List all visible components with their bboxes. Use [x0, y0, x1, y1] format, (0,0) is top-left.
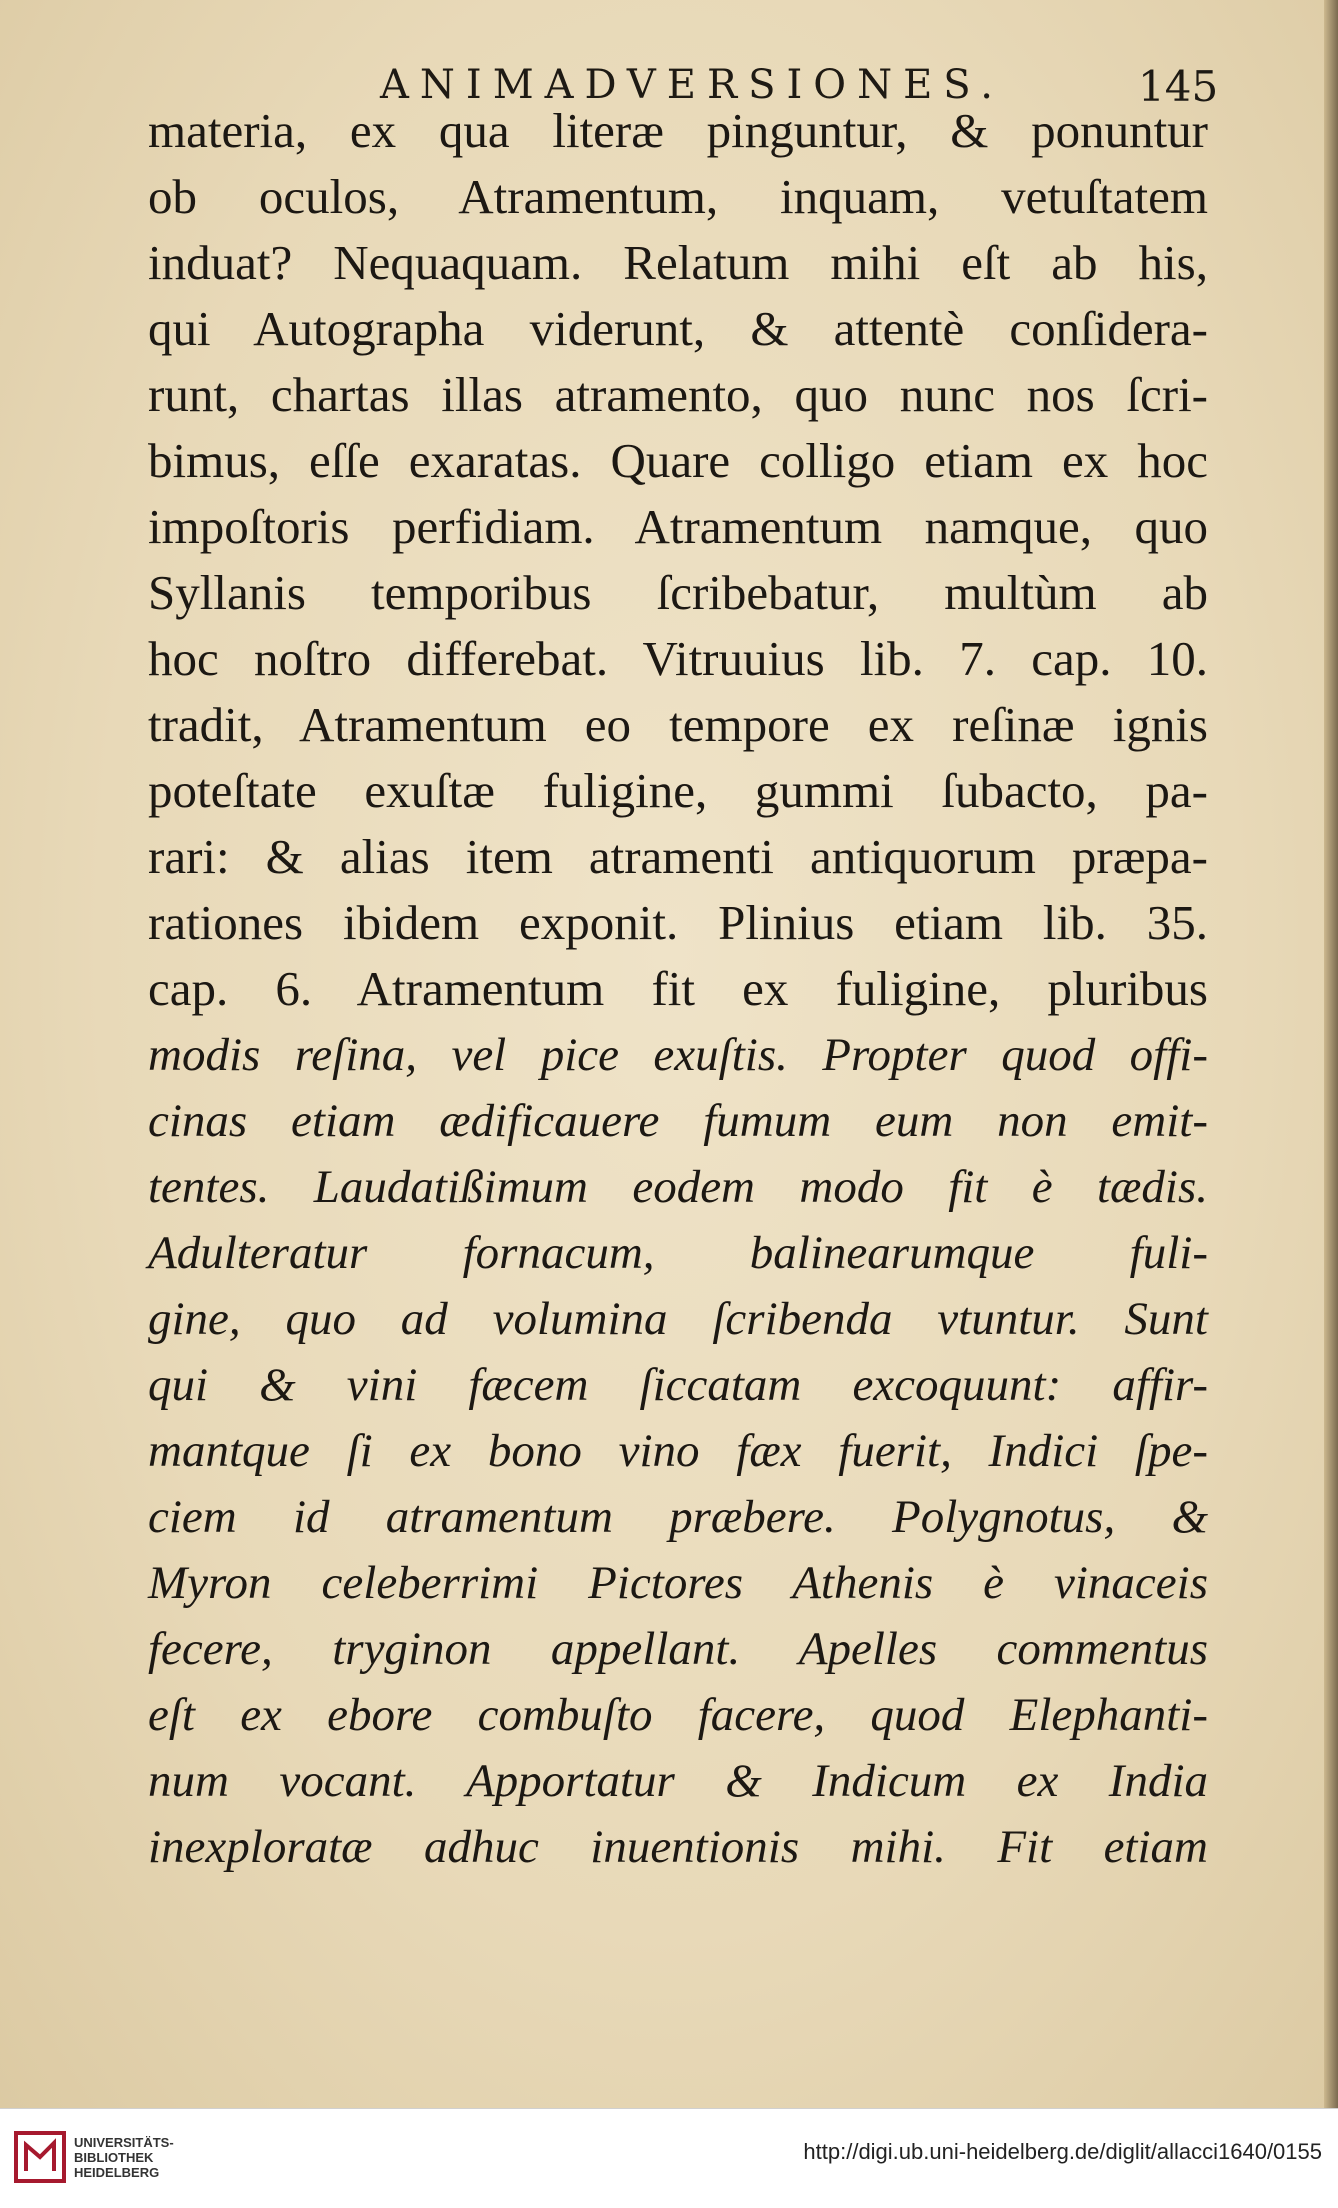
text-line-italic: qui & vini fæcem ſiccatam excoquunt: affir-	[148, 1359, 1208, 1411]
text-line: runt, chartas illas atramento, quo nunc nos ſcri-	[148, 367, 1208, 422]
text-line: ob oculos, Atramentum, inquam, vetuſtatem	[148, 169, 1208, 224]
text-line-italic: ciem id atramentum præbere. Polygnotus, &	[148, 1491, 1208, 1543]
text-line: impoſtoris perfidiam. Atramentum namque, quo	[148, 499, 1208, 554]
text-line: cap. 6. Atramentum fit ex fuligine, pluribus	[148, 961, 1208, 1016]
text-line-italic: Adulteratur fornacum, balinearumque fuli-	[148, 1227, 1208, 1279]
text-line-italic: modis reſina, vel pice exuſtis. Propter quod offi-	[148, 1029, 1208, 1081]
page-number: 145	[1138, 62, 1219, 111]
text-line-italic: eſt ex ebore combuſto facere, quod Elephanti-	[148, 1689, 1208, 1741]
text-line: materia, ex qua literæ pinguntur, & ponuntur	[148, 103, 1208, 158]
text-line: poteſtate exuſtæ fuligine, gummi ſubacto, pa-	[148, 763, 1208, 818]
text-line: tradit, Atramentum eo tempore ex reſinæ ignis	[148, 697, 1208, 752]
text-line: qui Autographa viderunt, & attentè conſidera-	[148, 301, 1208, 356]
text-line-italic: cinas etiam ædificauere fumum eum non emit-	[148, 1095, 1208, 1147]
permalink-url[interactable]: http://digi.ub.uni-heidelberg.de/diglit/allacci1640/0155	[803, 2139, 1322, 2164]
text-line: rationes ibidem exponit. Plinius etiam lib. 35.	[148, 895, 1208, 950]
viewer-footer	[0, 2108, 1338, 2208]
running-header: ANIMADVERSIONES.	[380, 62, 1004, 108]
text-line-italic: inexploratæ adhuc inuentionis mihi. Fit etiam	[148, 1821, 1208, 1873]
university-library-logo-icon[interactable]	[14, 2131, 66, 2183]
text-line-italic: Myron celeberrimi Pictores Athenis è vinaceis	[148, 1557, 1208, 1609]
text-line-italic: mantque ſi ex bono vino fæx fuerit, Indici ſpe-	[148, 1425, 1208, 1477]
text-line: rari: & alias item atramenti antiquorum præpa-	[148, 829, 1208, 884]
text-line: bimus, eſſe exaratas. Quare colligo etiam ex hoc	[148, 433, 1208, 488]
text-line-italic: gine, quo ad volumina ſcribenda vtuntur. Sunt	[148, 1293, 1208, 1345]
text-line: hoc noſtro differebat. Vitruuius lib. 7. cap. 10.	[148, 631, 1208, 686]
text-line: Syllanis temporibus ſcribebatur, multùm ab	[148, 565, 1208, 620]
library-name: UNIVERSITÄTS- BIBLIOTHEK HEIDELBERG	[74, 2135, 174, 2180]
text-line-italic: fecere, tryginon appellant. Apelles commentus	[148, 1623, 1208, 1675]
text-line-italic: num vocant. Apportatur & Indicum ex India	[148, 1755, 1208, 1807]
text-line: induat? Nequaquam. Relatum mihi eſt ab his,	[148, 235, 1208, 290]
text-line-italic: tentes. Laudatißimum eodem modo fit è tædis.	[148, 1161, 1208, 1213]
